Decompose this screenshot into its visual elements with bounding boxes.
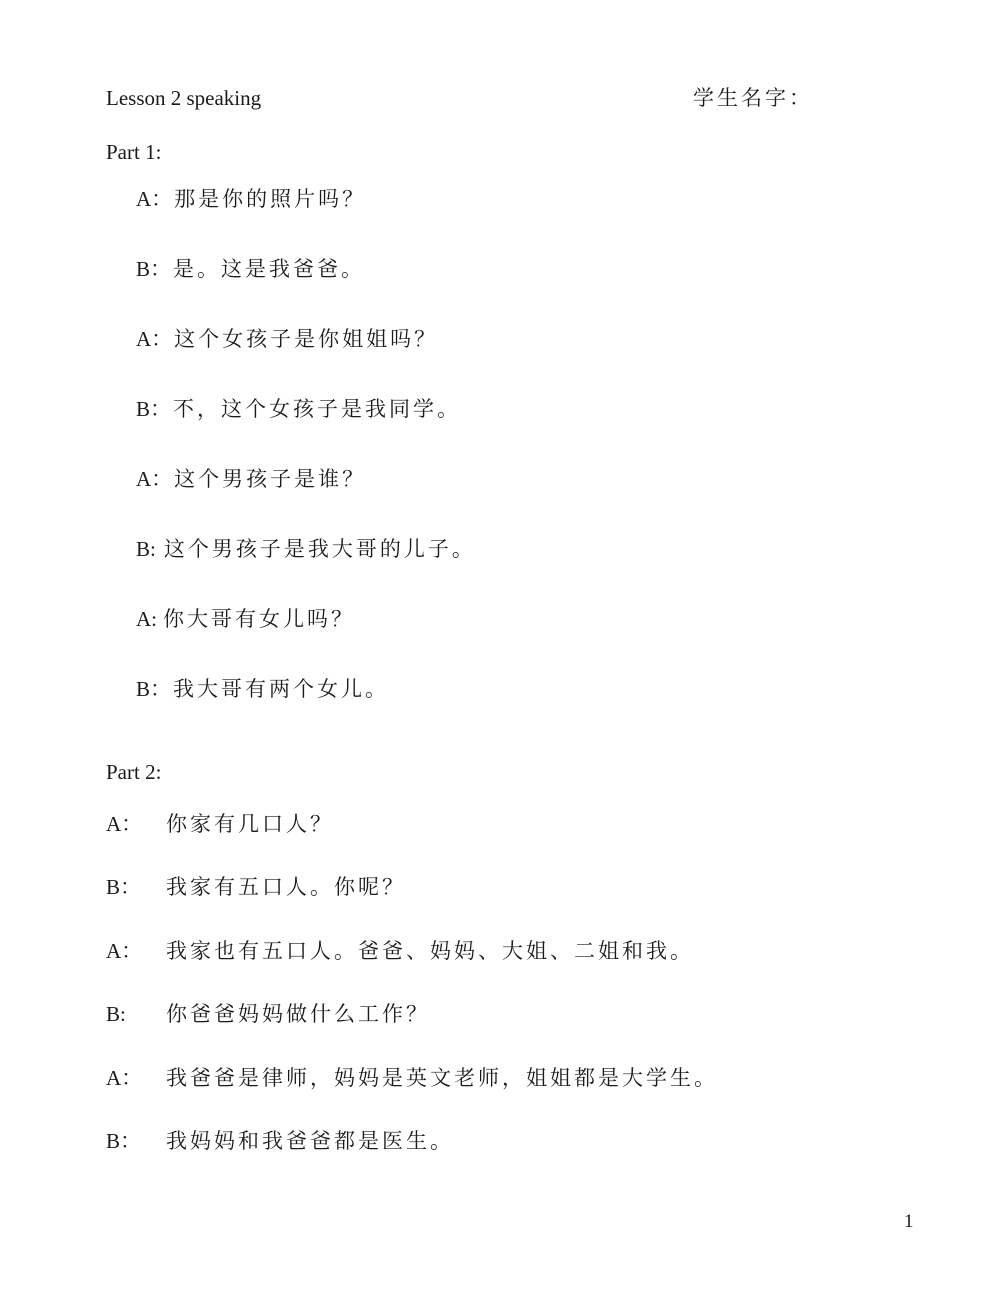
- part2-heading: Part 2:: [106, 760, 162, 784]
- dialogue-line: [136, 605, 355, 633]
- part1-heading: Part 1:: [106, 140, 162, 164]
- speaker-label: B：: [136, 397, 172, 421]
- dialogue-line: [136, 675, 389, 703]
- dialogue-text: 不，这个女孩子是我同学。: [173, 397, 462, 421]
- speaker-label: A：: [106, 939, 143, 963]
- dialogue-text: 你家有几口人？: [166, 812, 334, 836]
- dialogue-line: [136, 185, 366, 213]
- student-name-label: 学生名字：: [693, 86, 813, 110]
- dialogue-text: 这个男孩子是谁？: [174, 467, 367, 491]
- speaker-label: B：: [106, 875, 142, 899]
- dialogue-line: [136, 325, 438, 353]
- speaker-label: B:: [106, 1002, 126, 1026]
- dialogue-line: [106, 873, 406, 901]
- dialogue-line: [106, 1064, 718, 1092]
- dialogue-line: [106, 1127, 454, 1155]
- dialogue-text: 我家也有五口人。爸爸、妈妈、大姐、二姐和我。: [166, 939, 694, 963]
- dialogue-text: 这个男孩子是我大哥的儿子。: [163, 537, 476, 561]
- speaker-label: B：: [106, 1129, 142, 1153]
- speaker-label: B:: [136, 537, 156, 561]
- dialogue-line: [106, 810, 334, 838]
- speaker-label: A：: [106, 812, 143, 836]
- speaker-label: A:: [136, 607, 157, 631]
- dialogue-text: 我家有五口人。你呢？: [166, 875, 406, 899]
- dialogue-line: [106, 1000, 430, 1028]
- speaker-label: A：: [136, 467, 173, 491]
- dialogue-text: 是。这是我爸爸。: [173, 257, 366, 281]
- dialogue-line: [136, 535, 476, 563]
- dialogue-text: 你爸爸妈妈做什么工作？: [166, 1002, 430, 1026]
- dialogue-text: 我爸爸是律师，妈妈是英文老师，姐姐都是大学生。: [166, 1066, 718, 1090]
- speaker-label: A：: [136, 187, 173, 211]
- dialogue-line: [136, 395, 461, 423]
- dialogue-line: [106, 937, 694, 965]
- page-number: 1: [904, 1211, 914, 1232]
- dialogue-text: 那是你的照片吗？: [174, 187, 367, 211]
- speaker-label: B：: [136, 677, 172, 701]
- dialogue-line: [136, 465, 366, 493]
- speaker-label: B：: [136, 257, 172, 281]
- dialogue-text: 你大哥有女儿吗？: [163, 607, 355, 631]
- worksheet-title: Lesson 2 speaking: [106, 86, 262, 110]
- dialogue-text: 我妈妈和我爸爸都是医生。: [166, 1129, 454, 1153]
- dialogue-text: 我大哥有两个女儿。: [173, 677, 390, 701]
- speaker-label: A：: [136, 327, 173, 351]
- dialogue-text: 这个女孩子是你姐姐吗？: [174, 327, 439, 351]
- dialogue-line: [136, 255, 365, 283]
- speaker-label: A：: [106, 1066, 143, 1090]
